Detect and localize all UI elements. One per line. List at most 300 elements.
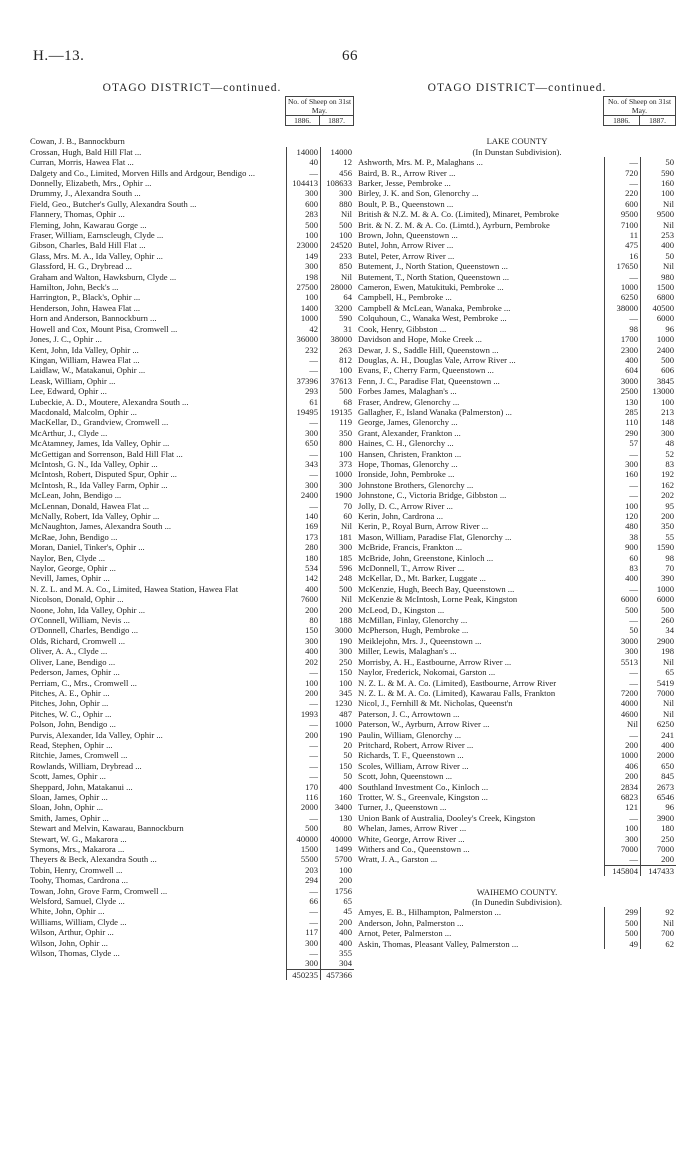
sheep-1886: — [604, 615, 640, 625]
table-row [30, 802, 354, 812]
sheep-1887: 1756 [320, 886, 354, 896]
table-row [30, 698, 354, 708]
sheep-1886: — [286, 750, 320, 760]
owner-name: McPherson, Hugh, Pembroke ... [358, 625, 469, 636]
sheep-1887: 60 [320, 511, 354, 521]
table-row [358, 240, 676, 250]
sheep-1886: 14000 [286, 147, 320, 157]
sheep-1886: — [286, 365, 320, 375]
sheep-1886: 480 [604, 521, 640, 531]
table-row [30, 376, 354, 386]
owner-name: McMillan, Finlay, Glenorchy ... [358, 615, 468, 626]
sheep-1886: — [604, 313, 640, 323]
table-row [30, 625, 354, 635]
sheep-1886: 27500 [286, 282, 320, 292]
table-row [30, 261, 354, 271]
sheep-1886: 1000 [604, 282, 640, 292]
owner-name: Dewar, J. S., Saddle Hill, Queenstown ... [358, 344, 499, 355]
table-row [30, 834, 354, 844]
table-row [30, 386, 354, 396]
sheep-1887: Nil [320, 594, 354, 604]
table-row [358, 573, 676, 583]
table-row [30, 272, 354, 282]
sheep-1887: 6546 [640, 792, 676, 802]
owner-name: McKellar, D., Mt. Barker, Luggate ... [358, 573, 486, 584]
owner-name: Butel, John, Arrow River ... [358, 240, 454, 251]
sheep-1886: 7100 [604, 220, 640, 230]
sheep-1887: 100 [640, 397, 676, 407]
owner-name: Meiklejohn, Mrs. J., Queenstown ... [358, 635, 482, 646]
sheep-1887: 48 [640, 438, 676, 448]
sheep-1887: 100 [320, 678, 354, 688]
owner-name: Donnelly, Elizabeth, Mrs., Ophir ... [30, 178, 152, 189]
table-row [30, 230, 354, 240]
owner-name: Symons, Mrs., Makarora ... [30, 844, 125, 855]
sheep-1886: 293 [286, 386, 320, 396]
owner-name: Fenn, J. C., Paradise Flat, Queenstown ... [358, 375, 500, 386]
owner-name: McGettigan and Sorrenson, Bald Hill Flat ... [30, 448, 183, 459]
sheep-1886: 600 [604, 199, 640, 209]
owner-name: Dalgety and Co., Limited, Morven Hills and Ardgour, Bendigo ... [30, 167, 255, 178]
sheep-1887: 65 [640, 667, 676, 677]
sheep-1886: 116 [286, 792, 320, 802]
sheep-1887: 200 [320, 917, 354, 927]
sheep-1886: 7600 [286, 594, 320, 604]
table-row [30, 282, 354, 292]
table-row [30, 553, 354, 563]
sheep-1886: 1500 [286, 844, 320, 854]
table-row [30, 345, 354, 355]
owner-name: Purvis, Alexander, Ida Valley, Ophir ... [30, 729, 163, 740]
table-row [30, 407, 354, 417]
year-1886: 1886. [604, 116, 640, 126]
table-row [30, 355, 354, 365]
sheep-1887: 55 [640, 532, 676, 542]
sheep-1887: 3900 [640, 813, 676, 823]
owner-name: Horn and Anderson, Bannockburn ... [30, 313, 157, 324]
sheep-1887: 300 [320, 646, 354, 656]
sheep-1886: — [604, 730, 640, 740]
sheep-1886: 17650 [604, 261, 640, 271]
owner-list [358, 126, 676, 949]
table-row [30, 896, 354, 906]
sheep-1887: 700 [640, 928, 676, 938]
owner-name: Wilson, Arthur, Ophir ... [30, 927, 114, 938]
owner-name: Forbes James, Malaghan's ... [358, 386, 457, 397]
owner-name: Mason, William, Paradise Flat, Glenorchy ... [358, 531, 512, 542]
sheep-1886: 3000 [604, 376, 640, 386]
sheep-1886: 290 [604, 428, 640, 438]
sheep-1887: 100 [320, 865, 354, 875]
sheep-1887: 880 [320, 199, 354, 209]
table-row [358, 782, 676, 792]
sheep-1886: 220 [604, 188, 640, 198]
sheep-1887: 200 [640, 511, 676, 521]
sheep-1886: — [286, 906, 320, 916]
sheep-1887: 1000 [640, 334, 676, 344]
table-row [30, 792, 354, 802]
sheep-1887: 400 [640, 240, 676, 250]
sheep-1886: 500 [604, 928, 640, 938]
sheep-1887: 487 [320, 709, 354, 719]
table-row [358, 272, 676, 282]
table-row [358, 928, 676, 938]
sheep-1887: 40500 [640, 303, 676, 313]
sheep-1886: 49 [604, 939, 640, 949]
owner-name: Fraser, Andrew, Glenorchy ... [358, 396, 460, 407]
owner-name: Harrington, P., Black's, Ophir ... [30, 292, 141, 303]
sheep-1886: 534 [286, 563, 320, 573]
table-row [30, 542, 354, 552]
owner-name: Withers and Co., Queenstown ... [358, 844, 470, 855]
owner-name: Pederson, James, Ophir ... [30, 667, 120, 678]
owner-name: Perriam, C., Mrs., Cromwell ... [30, 677, 137, 688]
sheep-1886: 299 [604, 907, 640, 917]
table-row [358, 771, 676, 781]
county-subdivision: (In Dunstan Subdivision). [472, 146, 562, 157]
table-row [358, 386, 676, 396]
owner-name: Paterson, J. C., Arrowtown ... [358, 708, 460, 719]
owner-name: Toohy, Thomas, Cardrona ... [30, 875, 128, 886]
table-row [30, 584, 354, 594]
table-row [358, 594, 676, 604]
sheep-1886: — [286, 813, 320, 823]
owner-name: Butel, Peter, Arrow River ... [358, 250, 455, 261]
owner-name: Boult, P. B., Queenstown ... [358, 198, 454, 209]
sheep-1887: 373 [320, 459, 354, 469]
owner-name: Morrisby, A. H., Eastbourne, Arrow River ... [358, 656, 512, 667]
table-row [30, 875, 354, 885]
owner-name: McArthur, J., Clyde ... [30, 427, 108, 438]
table-row [358, 438, 676, 448]
table-row [30, 740, 354, 750]
sheep-1887: 2673 [640, 782, 676, 792]
sheep-1887: 845 [640, 771, 676, 781]
owner-name: Haines, C. H., Glenorchy ... [358, 438, 454, 449]
owner-name: Hamilton, John, Beck's ... [30, 282, 119, 293]
owner-name: Crossan, Hugh, Bald Hill Flat ... [30, 146, 142, 157]
sheep-1887: 850 [320, 261, 354, 271]
owner-name: McKenzie, Hugh, Beech Bay, Queenstown ... [358, 583, 515, 594]
sheep-1887: 812 [320, 355, 354, 365]
owner-name: Askin, Thomas, Pleasant Valley, Palmerston ... [358, 938, 519, 949]
sheep-1887: 6250 [640, 719, 676, 729]
sheep-1886: 720 [604, 168, 640, 178]
sheep-1887: 400 [320, 927, 354, 937]
sheep-1886: 600 [286, 199, 320, 209]
sheep-1887: 70 [320, 501, 354, 511]
sheep-1887: 1590 [640, 542, 676, 552]
sheep-1887: 24520 [320, 240, 354, 250]
sheep-1887: 148 [640, 417, 676, 427]
table-row [30, 397, 354, 407]
sheep-1886: 200 [286, 730, 320, 740]
sheep-1887: 185 [320, 553, 354, 563]
owner-name: Gallagher, F., Island Wanaka (Palmerston) ... [358, 406, 512, 417]
sheep-1886: 117 [286, 927, 320, 937]
sheep-1887: 65 [320, 896, 354, 906]
sheep-1886: 142 [286, 573, 320, 583]
sheep-1886: — [286, 417, 320, 427]
owner-name: Pitches, John, Ophir ... [30, 698, 109, 709]
owner-name: McBride, Francis, Frankton ... [358, 542, 463, 553]
table-row [358, 449, 676, 459]
table-row [30, 469, 354, 479]
table-row [358, 230, 676, 240]
table-row [30, 168, 354, 178]
sheep-1887: 130 [320, 813, 354, 823]
owner-name: Naylor, Frederick, Nokomai, Garston ... [358, 667, 496, 678]
table-row [30, 490, 354, 500]
table-row [30, 646, 354, 656]
sheep-1886: 173 [286, 532, 320, 542]
sheep-1887: 100 [320, 449, 354, 459]
owner-name: Hansen, Christen, Frankton ... [358, 448, 462, 459]
owner-name: McLeod, D., Kingston ... [358, 604, 445, 615]
sheep-1886: 3000 [604, 636, 640, 646]
sheep-1887: 14000 [320, 147, 354, 157]
sheep-1886: 300 [286, 636, 320, 646]
sheep-1887: 100 [320, 230, 354, 240]
owner-name: McAtamney, James, Ida Valley, Ophir ... [30, 438, 170, 449]
sheep-1886: 140 [286, 511, 320, 521]
sheep-1886: 80 [286, 615, 320, 625]
sheep-1886: 40000 [286, 834, 320, 844]
sheep-1886: 180 [286, 553, 320, 563]
owner-name: Cowan, J. B., Bannockburn [30, 136, 125, 147]
owner-name: Wilson, John, Ophir ... [30, 937, 108, 948]
sheep-1887: 300 [320, 188, 354, 198]
sheep-1887: 1000 [320, 469, 354, 479]
owner-name: Nicol, J., Fernhill & Mt. Nicholas, Queenst'n [358, 698, 513, 709]
owner-name: Scoles, William, Arrow River ... [358, 760, 469, 771]
table-row [30, 709, 354, 719]
sheep-1886: 4600 [604, 709, 640, 719]
sheep-1887: 3845 [640, 376, 676, 386]
sheep-1886: 400 [286, 584, 320, 594]
owner-name: Butement, T., North Station, Queenstown ... [358, 271, 510, 282]
sheep-1887: 300 [640, 428, 676, 438]
table-row [30, 459, 354, 469]
table-row [358, 407, 676, 417]
table-row [358, 209, 676, 219]
page-number: 66 [342, 48, 358, 64]
sheep-1887: 50 [320, 771, 354, 781]
owner-name: Lubeckie, A. D., Moutere, Alexandra South ... [30, 396, 189, 407]
sheep-1887: Nil [640, 709, 676, 719]
sheep-1887: Nil [320, 521, 354, 531]
table-row [358, 542, 676, 552]
sheep-1886: 300 [604, 646, 640, 656]
table-row [30, 761, 354, 771]
sheep-1887: 100 [640, 188, 676, 198]
sheep-1886: 300 [286, 261, 320, 271]
owner-name: Kent, John, Ida Valley, Ophir ... [30, 344, 139, 355]
table-row [358, 802, 676, 812]
table-row [358, 480, 676, 490]
sheep-1886: — [604, 480, 640, 490]
right-column [358, 80, 676, 949]
table-row [30, 730, 354, 740]
sheep-1886: 170 [286, 782, 320, 792]
owner-name: Stewart, W. G., Makarora ... [30, 833, 127, 844]
owner-name: Nevill, James, Ophir ... [30, 573, 110, 584]
table-row [358, 188, 676, 198]
sheep-1886: 500 [604, 918, 640, 928]
sheep-1886: 200 [286, 688, 320, 698]
sheep-1887: 7000 [640, 844, 676, 854]
sheep-1887: 456 [320, 168, 354, 178]
sheep-1886: 66 [286, 896, 320, 906]
sheep-1887: 38000 [320, 334, 354, 344]
owner-name: Gibson, Charles, Bald Hill Flat ... [30, 240, 146, 251]
sheep-1887: 500 [320, 220, 354, 230]
sheep-1887: 800 [320, 438, 354, 448]
table-row [30, 334, 354, 344]
table-row [30, 750, 354, 760]
owner-name: Evans, F., Cherry Farm, Queenstown ... [358, 365, 494, 376]
sheep-1886: 100 [604, 501, 640, 511]
sheep-1886: — [286, 501, 320, 511]
owner-name: McRae, John, Bendigo ... [30, 531, 118, 542]
sheep-1886: 285 [604, 407, 640, 417]
table-row [30, 667, 354, 677]
table-row [358, 625, 676, 635]
owner-name: Williams, William, Clyde ... [30, 916, 127, 927]
sheep-1886: 300 [286, 958, 320, 968]
sheep-1886: 198 [286, 272, 320, 282]
sheep-1886: — [604, 272, 640, 282]
owner-name: Miller, Lewis, Malaghan's ... [358, 646, 457, 657]
table-row [30, 303, 354, 313]
owner-name: Leask, William, Ophir ... [30, 375, 116, 386]
owner-name: Trotter, W. S., Greenvale, Kingston ... [358, 791, 488, 802]
table-row [358, 646, 676, 656]
owner-name: Lee, Edward, Ophir ... [30, 386, 107, 397]
owner-name: Henderson, John, Hawea Flat ... [30, 302, 141, 313]
sheep-1887: 500 [320, 386, 354, 396]
sheep-1887: 19135 [320, 407, 354, 417]
sheep-1886: — [286, 355, 320, 365]
owner-name: Naylor, Ben, Clyde ... [30, 552, 106, 563]
sheep-1887: 68 [320, 397, 354, 407]
sheep-1886: 2000 [286, 802, 320, 812]
sheep-1886: 100 [286, 292, 320, 302]
table-row [358, 918, 676, 928]
owner-name: Sheppard, John, Matakanui ... [30, 781, 133, 792]
owner-name: Sloan, John, Ophir ... [30, 802, 104, 813]
table-row [358, 667, 676, 677]
sheep-1887: 92 [640, 907, 676, 917]
owner-name: Kingan, William, Hawea Flat ... [30, 354, 140, 365]
sheep-1887: 31 [320, 324, 354, 334]
owner-name: Rowlands, William, Drybread ... [30, 760, 142, 771]
sheep-1886: 400 [604, 355, 640, 365]
sheep-1887: 95 [640, 501, 676, 511]
table-row [358, 834, 676, 844]
sheep-1887: 62 [640, 939, 676, 949]
sheep-1886: — [286, 719, 320, 729]
table-row [30, 438, 354, 448]
sheep-1886: 200 [286, 605, 320, 615]
owner-list [30, 126, 354, 980]
table-row [30, 865, 354, 875]
sheep-1887: 160 [320, 792, 354, 802]
table-row [30, 573, 354, 583]
sheep-1886: — [286, 667, 320, 677]
sheep-1886: — [286, 449, 320, 459]
sheep-1886: 100 [604, 823, 640, 833]
sheep-1887: 20 [320, 740, 354, 750]
sheep-1886: 100 [286, 230, 320, 240]
owner-name: Noone, John, Ida Valley, Ophir ... [30, 604, 146, 615]
table-row [30, 449, 354, 459]
table-row [30, 147, 354, 157]
sheep-1887: 108633 [320, 178, 354, 188]
sheep-1886: 300 [286, 480, 320, 490]
sheep-1886: 130 [604, 397, 640, 407]
owner-name: Brit. & N. Z. M. & A. Co. (Limtd.), Ayrburn, Pembroke [358, 219, 550, 230]
sheep-1886: 110 [604, 417, 640, 427]
totals-row [30, 969, 354, 980]
owner-name: Stewart and Melvin, Kawarau, Bannockburn [30, 823, 184, 834]
total-1886: 450235 [286, 969, 320, 980]
sheep-1886: 650 [286, 438, 320, 448]
table-row [30, 886, 354, 896]
sheep-1887: 188 [320, 615, 354, 625]
table-row [358, 469, 676, 479]
sheep-1887: 70 [640, 563, 676, 573]
owner-name: Johnstone, C., Victoria Bridge, Gibbston ... [358, 490, 507, 501]
sheep-1887: 263 [320, 345, 354, 355]
sheep-1886: 1400 [286, 303, 320, 313]
table-row [30, 324, 354, 334]
sheep-1887: 300 [320, 480, 354, 490]
sheep-1886: 900 [604, 542, 640, 552]
column-header [358, 96, 676, 126]
owner-name: Oliver, Lane, Bendigo ... [30, 656, 116, 667]
owner-name: Towan, John, Grove Farm, Cromwell ... [30, 885, 168, 896]
sheep-1886: 169 [286, 521, 320, 531]
owner-name: Colquhoun, C., Wanaka West, Pembroke ... [358, 313, 507, 324]
sheep-1887: 253 [640, 230, 676, 240]
sheep-1887: 200 [320, 875, 354, 885]
sheep-1887: 200 [640, 854, 676, 864]
sheep-1887: 45 [320, 906, 354, 916]
sheep-count-header: No. of Sheep on 31st May. [286, 97, 354, 116]
table-row [358, 417, 676, 427]
county-subdivision: (In Dunedin Subdivision). [472, 897, 562, 908]
sheep-1886: — [286, 698, 320, 708]
owner-name: Graham and Walton, Hawksburn, Clyde ... [30, 271, 177, 282]
owner-name: Ritchie, James, Cromwell ... [30, 750, 128, 761]
sheep-1886: — [286, 886, 320, 896]
owner-name: Read, Stephen, Ophir ... [30, 739, 113, 750]
sheep-1886: — [604, 157, 640, 167]
owner-name: Jones, J. C., Ophir ... [30, 334, 102, 345]
table-row [358, 532, 676, 542]
sheep-1887: 6000 [640, 313, 676, 323]
sheep-1886: 50 [604, 625, 640, 635]
sheep-1887: 83 [640, 459, 676, 469]
table-row [30, 917, 354, 927]
sheep-1887: 2000 [640, 750, 676, 760]
sheep-1886: 37396 [286, 376, 320, 386]
table-row [358, 220, 676, 230]
sheep-1886: — [604, 667, 640, 677]
table-row [30, 958, 354, 968]
sheep-1887: 6800 [640, 292, 676, 302]
